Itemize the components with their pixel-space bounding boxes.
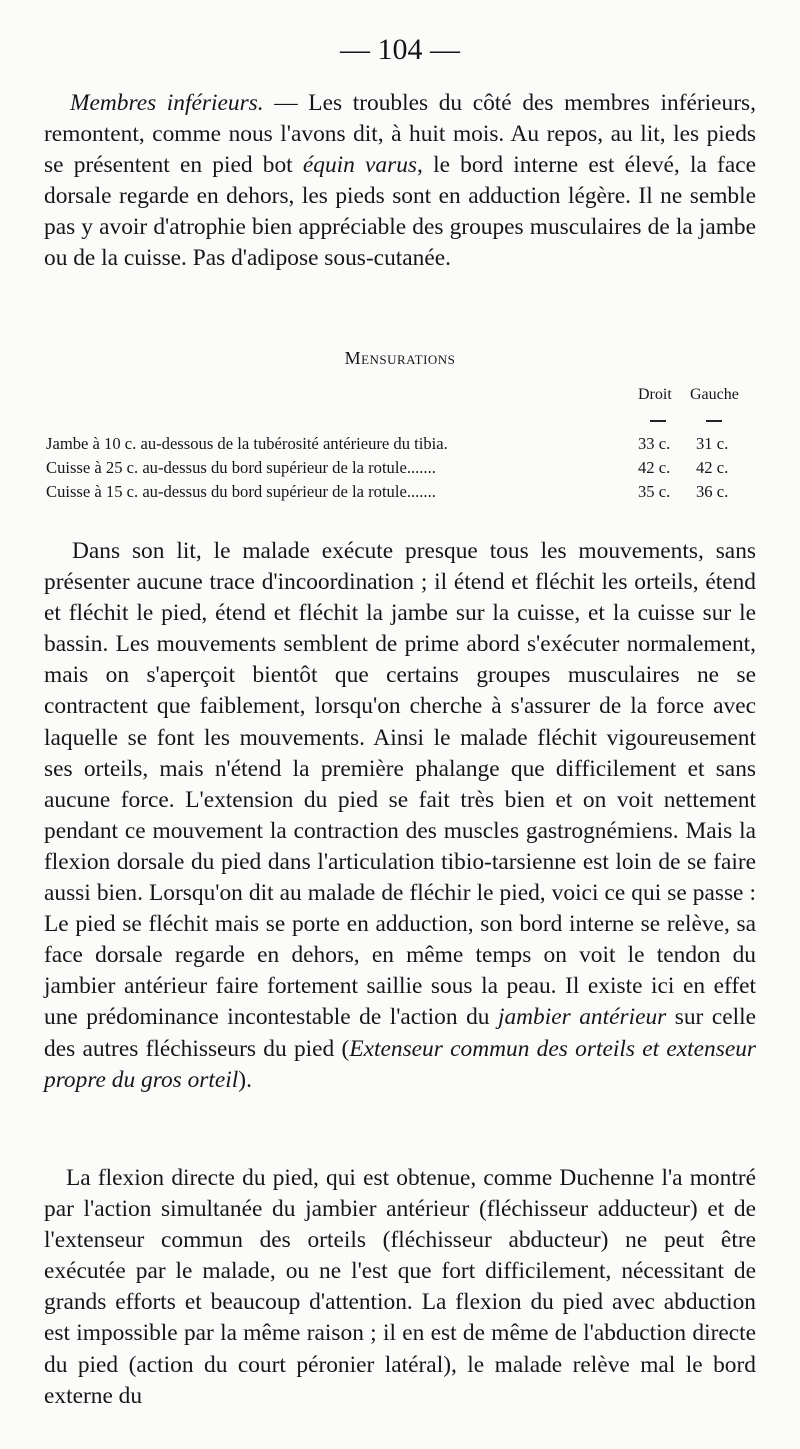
table-row bbox=[46, 432, 756, 456]
value-droit: 33 c. bbox=[638, 434, 671, 453]
paragraph-text: ). bbox=[238, 1066, 252, 1093]
row-label: Cuisse à 15 c. au-dessus du bord supérieur de la rotule....... bbox=[46, 482, 436, 501]
paragraph-text: Dans son lit, le malade exécute presque tous les mouvements, sans présenter aucune trace d'incoordination ; il étend et fléchit les orteils, étend et fléchit le pied, étend et fléchit la jambe sur la cuisse, et la cuisse sur le bassin. Les mouvements semblent de prime abord s'exécuter normalement, mais on s'aperçoit bientôt que certains groupes musculaires ne se contractent que faiblement, lorsqu'on cherche à s'assurer de la force avec laquelle se font les mouvements. Ainsi le malade fléchit vigoureusement ses orteils, mais n'étend la première phalange que difficilement et sans aucune force. L'extension du pied se fait très bien et on voit nettement pendant ce mouvement la contraction des muscles gastrognémiens. Mais la flexion dorsale du pied dans l'articulation tibio-tarsienne est loin de se faire aussi bien. Lorsqu'on dit au malade de fléchir le pied, voici ce qui se passe : Le pied se fléchit mais se porte en adduction, son bord interne se relève, sa face dorsale regarde en dehors, en même temps on voit le tendon du jambier antérieur faire fortement saillie sous la peau. Il existe ici en effet une prédominance incontestable de l'action du bbox=[44, 538, 756, 1031]
row-label: Cuisse à 25 c. au-dessus du bord supérieur de la rotule....... bbox=[46, 458, 436, 477]
column-rule bbox=[650, 420, 666, 422]
paragraph-text: sur celle des autres fléchisseurs du pied ( bbox=[44, 1004, 756, 1062]
paragraph-text: , le bord interne est élevé, la face dorsale regarde en dehors, les pieds sont en adduction légère. Il ne semble pas y avoir d'atrophie bien appréciable des groupes musculaires de la jambe ou de la cuisse. Pas d'adipose sous-cutanée. bbox=[44, 152, 756, 272]
row-label: Jambe à 10 c. au-dessous de la tubérosité antérieure du tibia. bbox=[46, 434, 448, 453]
section-lead: Membres inférieurs. bbox=[70, 90, 264, 116]
value-gauche: 36 c. bbox=[696, 482, 729, 501]
emphasis-text: équin varus bbox=[302, 152, 418, 179]
column-rule bbox=[706, 420, 722, 422]
value-droit: 42 c. bbox=[638, 458, 671, 477]
value-gauche: 31 c. bbox=[696, 434, 729, 453]
paragraph-flexion-directe bbox=[44, 1163, 756, 1412]
column-header-gauche: Gauche bbox=[690, 386, 739, 403]
paragraph-text: — Les troubles du côté des membres inférieurs, remontent, comme nous l'avons dit, à huit mois. Au repos, au lit, les pieds se présentent en pied bot bbox=[44, 90, 756, 179]
page-number: — 104 — bbox=[340, 33, 460, 66]
paragraph-text: La flexion directe du pied, qui est obtenue, comme Duchenne l'a montré par l'action simultanée du jambier antérieur (fléchisseur adducteur) et de l'extenseur commun des orteils (fléchisseur abducteur) ne peut être exécutée par le malade, ou ne l'est que fort difficilement, nécessitant de grands efforts et beaucoup d'attention. La flexion du pied avec abduction est impossible par la même raison ; il en est de même de l'abduction directe du pied (action du court péronier latéral), le malade relève mal le bord externe du bbox=[44, 1165, 756, 1409]
value-gauche: 42 c. bbox=[696, 458, 729, 477]
table-row bbox=[46, 456, 756, 480]
table-row bbox=[46, 480, 756, 504]
mensurations-table bbox=[46, 432, 756, 504]
paragraph-membres-inferieurs bbox=[44, 88, 756, 275]
emphasis-text: Extenseur commun des orteils et extenseur propre du gros orteil bbox=[44, 1035, 756, 1093]
column-header-droit: Droit bbox=[638, 386, 672, 403]
emphasis-text: jambier antérieur bbox=[497, 1004, 667, 1031]
paragraph-mouvements bbox=[44, 536, 756, 1096]
mensurations-heading: Mensurations bbox=[344, 348, 456, 368]
value-droit: 35 c. bbox=[638, 482, 671, 501]
